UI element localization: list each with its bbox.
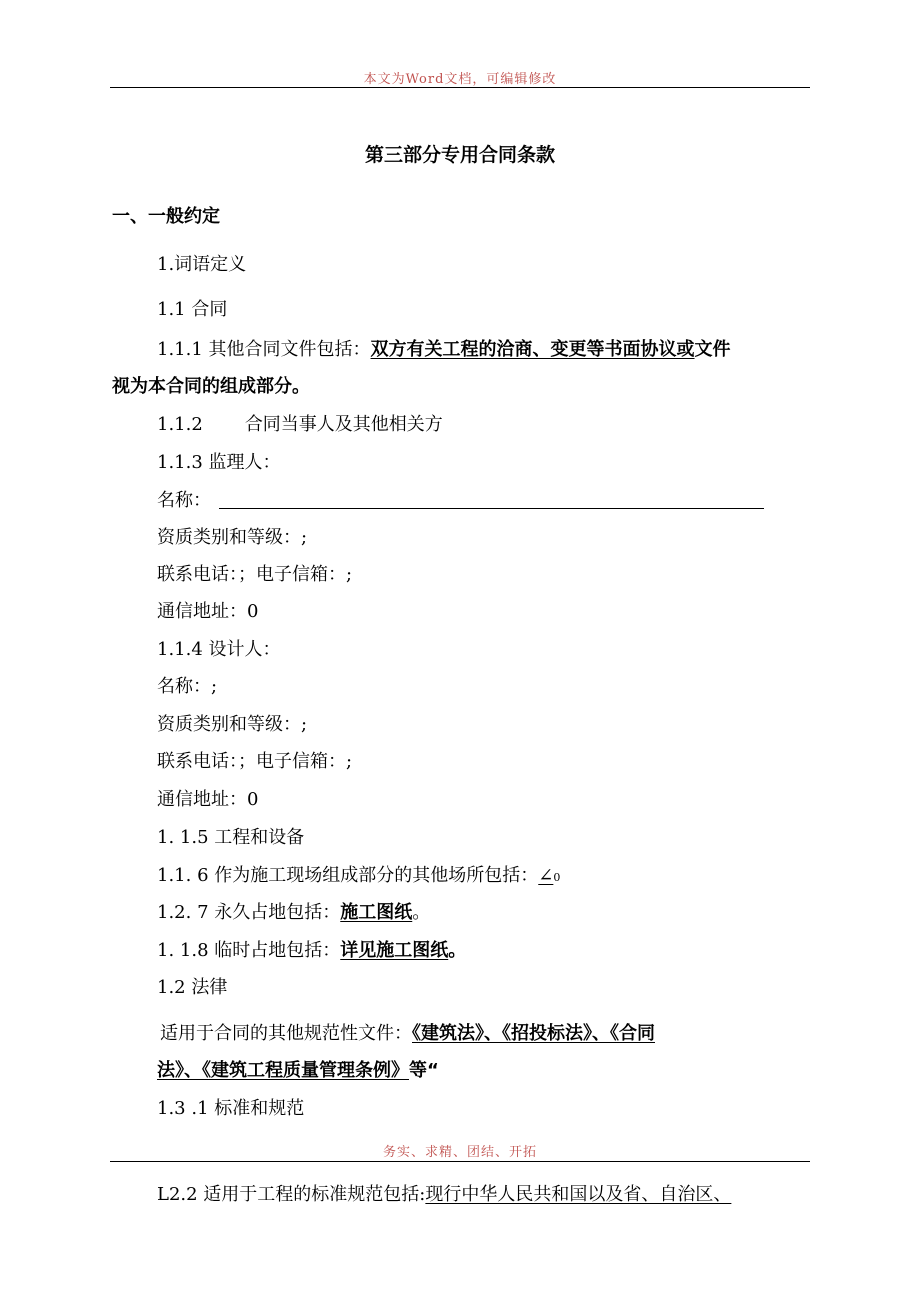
law-clause (160, 1022, 655, 1046)
clause-value-tail: 文件 (694, 339, 731, 360)
clause-value: 双方有关工程的洽商、变更等书面协议或 (370, 339, 695, 360)
page-header-text: 本文为Word文档，可编辑修改 (363, 72, 557, 87)
clause-mark: ∠ (538, 865, 554, 886)
clause-1-1-6 (157, 864, 560, 890)
designer-qualification: 资质类别和等级：; (157, 714, 308, 735)
clause-label: 1.1. 6 作为施工现场组成部分的其他场所包括： (157, 865, 539, 886)
header-rule (110, 87, 810, 88)
clause-1-1-1-cont: 视为本合同的组成部分。 (112, 376, 310, 397)
clause-1-1-1 (157, 338, 731, 362)
footer-rule (110, 1161, 810, 1162)
designer-name: 名称：; (157, 676, 218, 697)
name-blank-line (219, 488, 764, 509)
clause-l2-2 (157, 1183, 731, 1207)
clause-1-1-5: 1. 1.5 工程和设备 (157, 827, 305, 848)
clause-1-1-4: 1.1.4 设计人： (157, 639, 281, 660)
clause-1-1-3: 1.1.3 监理人： (157, 452, 281, 473)
clause-end: 。 (448, 940, 467, 961)
clause-label: 适用于合同的其他规范性文件： (160, 1023, 412, 1044)
clause-1: 1.词语定义 (157, 254, 247, 275)
clause-number: 1.1.2 (157, 414, 203, 435)
field-label: 名称： (157, 490, 211, 511)
supervisor-name (157, 488, 764, 513)
supervisor-qualification: 资质类别和等级：; (157, 527, 308, 548)
clause-1-2-7 (157, 901, 430, 925)
clause-value: 施工图纸 (340, 902, 413, 923)
clause-1-1-2 (157, 413, 443, 437)
clause-text: 合同当事人及其他相关方 (244, 414, 443, 435)
clause-mark-suffix: 0 (553, 871, 561, 884)
clause-label: 1.2. 7 永久占地包括： (157, 902, 341, 923)
clause-value: 详见施工图纸 (340, 940, 449, 961)
clause-1-2: 1.2 法律 (157, 977, 228, 998)
designer-contact: 联系电话：；电子信箱：; (157, 751, 353, 772)
clause-value: 《建筑法》、《招投标法》、《合同 (412, 1023, 655, 1044)
clause-label: L2.2 适用于工程的标准规范包括: (157, 1184, 426, 1205)
clause-value: 现行中华人民共和国以及省、自治区、 (425, 1184, 732, 1205)
clause-end: 。 (412, 902, 431, 923)
clause-label: 1.1.1 其他合同文件包括： (157, 339, 371, 360)
page-footer-text: 务实、求精、团结、开拓 (382, 1145, 537, 1160)
doc-title: 第三部分专用合同条款 (364, 144, 555, 166)
law-clause-cont (157, 1059, 439, 1083)
section-heading: 一、一般约定 (112, 206, 220, 227)
clause-value-cont: 法》、《建筑工程质量管理条例》 (157, 1060, 409, 1081)
designer-address: 通信地址：0 (157, 789, 259, 810)
supervisor-address: 通信地址：0 (157, 601, 259, 622)
clause-1-1: 1.1 合同 (157, 299, 228, 320)
clause-label: 1. 1.8 临时占地包括： (157, 940, 341, 961)
clause-1-1-8 (157, 939, 466, 963)
clause-1-3: 1.3 .1 标准和规范 (157, 1098, 305, 1119)
clause-end: 等“ (409, 1060, 439, 1081)
supervisor-contact: 联系电话：；电子信箱：; (157, 564, 353, 585)
